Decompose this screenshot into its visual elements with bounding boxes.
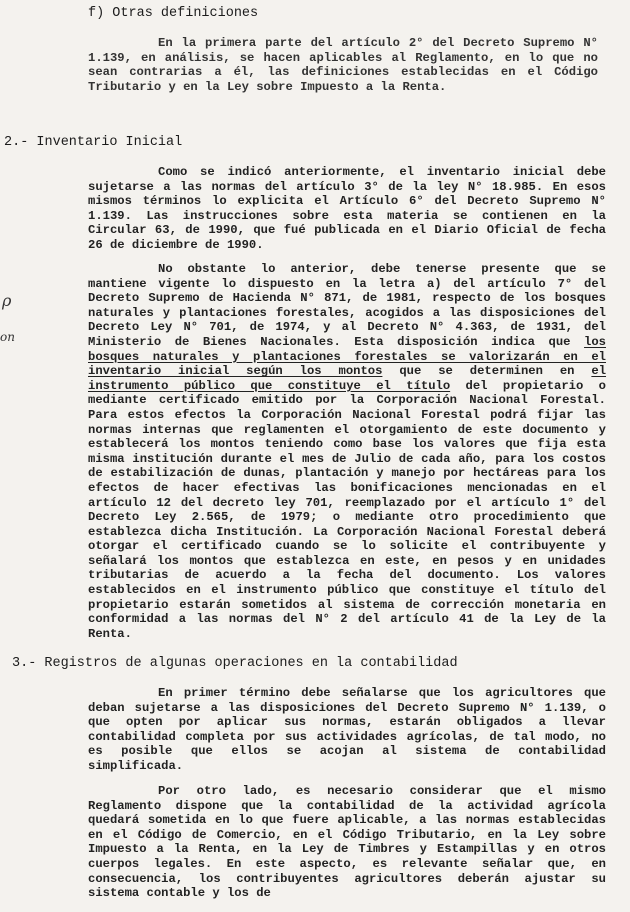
section-2-paragraph-2 (88, 262, 606, 641)
section-2-paragraph-1: Como se indicó anteriormente, el inventario inicial debe sujetarse a las normas del artículo 3° de la ley N° 18.985. En esos mismos términos lo explicita el Artículo 6° del Decreto Supremo N° 1.139. Las instrucciones sobre esta materia se contienen en la Circular 63, de 1990, que fué publicada en el Diario Oficial de fecha 26 de diciembre de 1990. (88, 165, 606, 252)
section-f-heading: f) Otras definiciones (88, 6, 259, 21)
paragraph-2-underlined-2: el instrumento público que constituye el título (88, 364, 607, 393)
paragraph-2-underlined-1: los bosques naturales y plantaciones forestales se valorizarán en el inventario inicial según los montos (88, 334, 606, 379)
section-3-paragraph-2: Por otro lado, es necesario considerar que el mismo Reglamento dispone que la contabilidad de la actividad agrícola quedará sometida en lo que fuere aplicable, a las normas establecidas en el Código de Comercio, en el Código Tributario, en la Ley sobre Impuesto a la Renta, en la Ley de Timbres y Estampillas y en otros cuerpos legales. En este aspecto, es relevante señalar que, en consecuencia, los contribuyentes agricultores deberán ajustar su sistema contable y los de (88, 784, 606, 901)
margin-mark-2: on (0, 330, 15, 344)
margin-mark-1: ρ (2, 291, 12, 310)
paragraph-2-text-1: No obstante lo anterior, debe tenerse presente que se mantiene vigente lo dispuesto en la letra a) del artículo 7° del Decreto Supremo de Hacienda N° 871, de 1981, respecto de los bosques naturales y plantaciones forestales, acogidos a las disposiciones del Decreto Ley N° 701, de 1974, y al Decreto N° 4.363, de 1931, del Ministerio de Bienes Nacionales. Esta disposición indica que (88, 262, 606, 349)
paragraph-2-text-3: del propietario o mediante certificado emitido por la Corporación Nacional Forestal. Para estos efectos la Corporación Nacional Forestal podrá fijar las normas internas que reglamenten el otorgamiento de este documento y establecerá los montos teniendo como base los valores que fija esta misma institución durante el mes de Julio de cada año, para los costos de estabilización de dunas, plantación y manejo por hectáreas para los efectos de hacer efectivas las bonificaciones mencionadas en el artículo 12 del decreto ley 701, reemplazado por el artículo 1° del Decreto Ley 2.565, de 1979; o mediante otro procedimiento que establezca dicha Institución. La Corporación Nacional Forestal deberá otorgar el certificado cuando se lo solicite el contribuyente y señalará los montos que establezca en este, en pesos y en unidades tributarias de acuerdo a la fecha del documento. Los valores establecidos en el instrumento público que constituye el título del propietario estarán sometidos al sistema de corrección monetaria en conformidad a las normas del N° 2 del artículo 41 de la Ley de la Renta. (88, 378, 606, 641)
section-f-paragraph: En la primera parte del artículo 2° del Decreto Supremo N° 1.139, en análisis, se hacen aplicables al Reglamento, en lo que no sean contrarias a él, las definiciones establecidas en el Código Tributario y en la Ley sobre Impuesto a la Renta. (88, 36, 598, 94)
section-3-heading: 3.- Registros de algunas operaciones en la contabilidad (12, 656, 458, 671)
section-2-heading: 2.- Inventario Inicial (4, 135, 183, 150)
section-3-paragraph-1: En primer término debe señalarse que los agricultores que deban sujetarse a las disposiciones del Decreto Supremo N° 1.139, o que opten por aplicar sus normas, estarán obligados a llevar contabilidad completa por sus actividades agrícolas, de tal modo, no es posible que ellos se acojan al sistema de contabilidad simplificada. (88, 686, 606, 773)
paragraph-2-text-2: que se determinen en (382, 364, 592, 379)
